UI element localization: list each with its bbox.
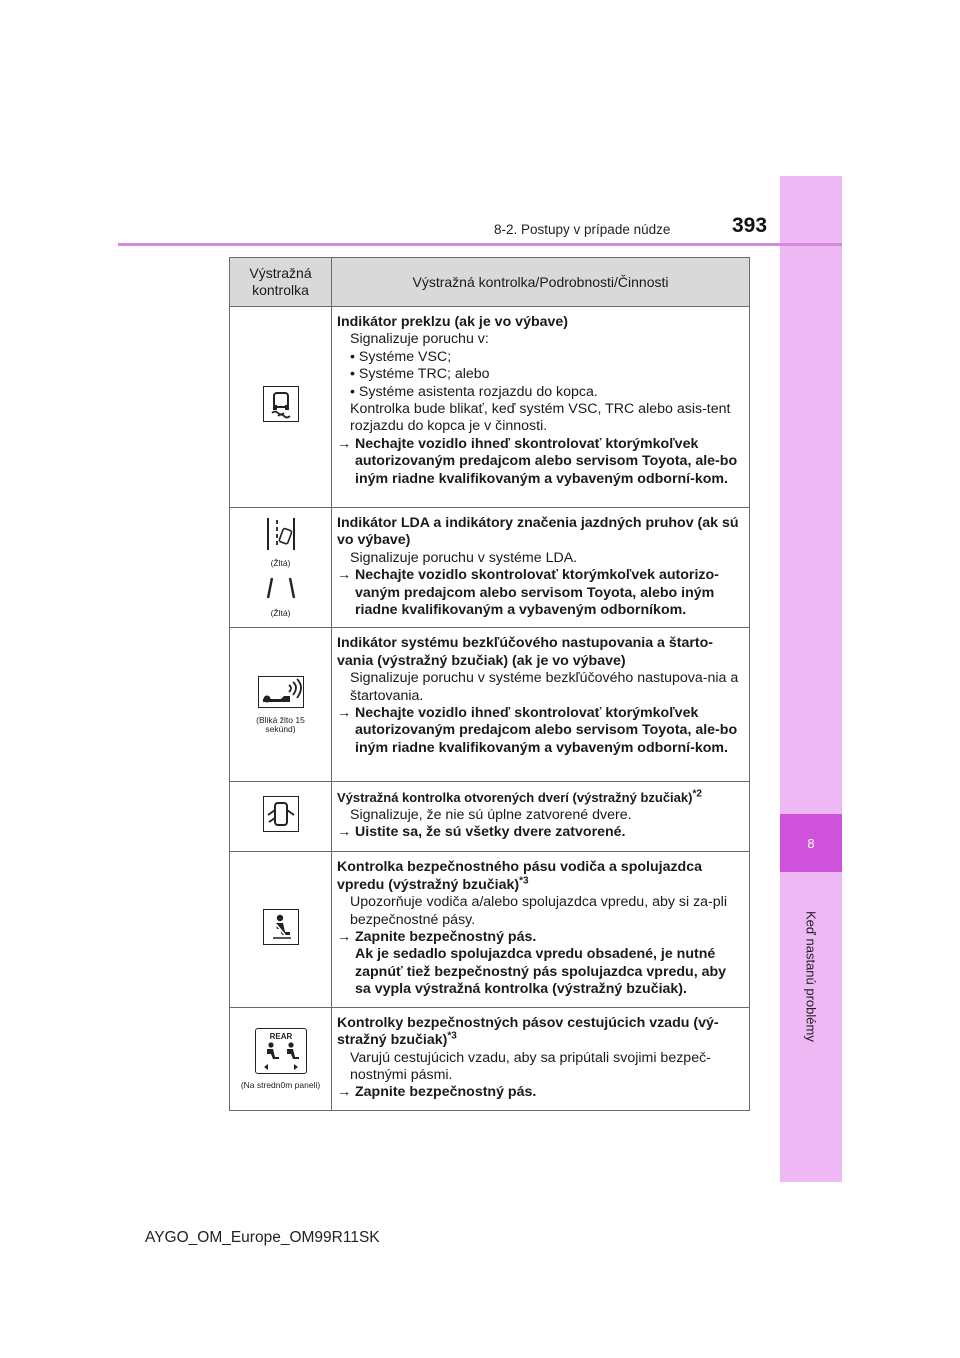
details-cell xyxy=(332,307,750,508)
arrow-icon: → xyxy=(337,929,352,946)
icon-cell xyxy=(230,852,332,1007)
row-action xyxy=(337,1084,745,1101)
bullet-item: • Systéme VSC; xyxy=(350,348,452,365)
action-text: Uistite sa, že sú všetky dvere zatvorené. xyxy=(355,824,626,841)
action-text: Nechajte vozidlo ihneď skontrolovať ktorýmkoľvek autorizovaným predajcom alebo servisom Toyota, ale-bo iným riadne kvalifikovaným a vybaveným odborní-kom. xyxy=(355,705,738,756)
col-warning-light: Výstražná kontrolka xyxy=(230,258,332,307)
table-row xyxy=(230,1007,750,1110)
details-cell xyxy=(332,508,750,628)
document-footer: AYGO_OM_Europe_OM99R11SK xyxy=(145,1229,380,1246)
row-desc: Signalizuje, že nie sú úplne zatvorené dvere. xyxy=(350,806,632,823)
open-door-icon xyxy=(263,796,299,832)
row-action xyxy=(337,705,745,757)
row-desc: Signalizuje poruchu v: xyxy=(350,331,489,348)
bullet-item: • Systéme TRC; alebo xyxy=(350,366,490,383)
details-cell xyxy=(332,852,750,1007)
row-title: Indikátor preklzu (ak je vo výbave) xyxy=(337,314,569,330)
rear-seatbelt-icon xyxy=(255,1028,307,1074)
rear-label: REAR xyxy=(269,1031,292,1041)
table-row xyxy=(230,307,750,508)
action-text: Nechajte vozidlo skontrolovať ktorýmkoľvek autorizo-vaným predajcom alebo servisom Toyota, alebo iným riadne kvalifikovaným a vybaveným odborníkom. xyxy=(355,567,719,619)
icon-caption: (Na stredn0m paneli) xyxy=(240,1079,321,1090)
smart-entry-icon xyxy=(258,676,304,708)
bullet-item: • Systéme asistenta rozjazdu do kopca. xyxy=(350,383,598,400)
row-action xyxy=(337,436,745,488)
row-action xyxy=(337,929,745,946)
footnote-ref: *2 xyxy=(692,789,702,801)
row-title-text: Kontrolka bezpečnostného pásu vodiča a spolujazdca vpredu (výstražný bzučiak) xyxy=(337,859,703,893)
icon-cell xyxy=(230,307,332,508)
details-cell xyxy=(332,782,750,852)
chapter-number: 8 xyxy=(780,814,842,872)
icon-cell xyxy=(230,782,332,852)
details-cell xyxy=(332,628,750,782)
lda-indicator-icon xyxy=(264,517,298,551)
arrow-icon: → xyxy=(337,705,352,722)
col-details: Výstražná kontrolka/Podrobnosti/Činnosti xyxy=(332,258,750,307)
row-note: Kontrolka bude blikať, keď systém VSC, TRC alebo asis-tent rozjazdu do kopca je v činnosti. xyxy=(350,401,731,435)
row-title xyxy=(337,1015,745,1050)
chapter-side-tab xyxy=(780,176,842,1182)
footnote-ref: *3 xyxy=(447,1030,457,1042)
table-row xyxy=(230,628,750,782)
lane-marking-icon xyxy=(264,576,298,602)
action-text: Nechajte vozidlo ihneď skontrolovať ktorýmkoľvek autorizovaným predajcom alebo servisom Toyota, ale-bo iným riadne kvalifikovaným a vybaveným odborní-kom. xyxy=(355,435,738,487)
row-title xyxy=(337,789,745,806)
row-action-extra: Ak je sedadlo spolujazdca vpredu obsadené, je nutné zapnúť tiež bezpečnostný pás spolujazdca vpredu, aby sa vypla výstražná kontrolka (výstražný bzučiak). xyxy=(355,946,727,998)
icon-cell xyxy=(230,508,332,628)
row-title: Indikátor systému bezkľúčového nastupovania a štarto-vania (výstražný bzučiak) (ak je vo výbave) xyxy=(337,635,714,669)
seatbelt-icon xyxy=(263,909,299,945)
row-desc: Signalizuje poruchu v systéme bezkľúčového nastupova-nia a štartovania. xyxy=(350,670,739,704)
action-text: Zapnite bezpečnostný pás. xyxy=(355,929,537,946)
arrow-icon: → xyxy=(337,1084,352,1101)
row-title-text: Výstražná kontrolka otvorených dverí (výstražný bzučiak) xyxy=(337,790,693,806)
row-desc: Signalizuje poruchu v systéme LDA. xyxy=(350,549,578,566)
chapter-title: Keď nastanú problémy xyxy=(803,910,819,1042)
details-cell xyxy=(332,1007,750,1110)
table-row xyxy=(230,508,750,628)
warning-lights-table xyxy=(229,257,750,1111)
row-action xyxy=(337,824,745,841)
icon-caption: (Žltá) xyxy=(270,557,291,568)
arrow-icon: → xyxy=(337,435,352,452)
row-desc: Upozorňuje vodiča a/alebo spolujazdca vpredu, aby si za-pli bezpečnostné pásy. xyxy=(350,894,727,928)
page-number: 393 xyxy=(732,214,768,237)
table-row xyxy=(230,782,750,852)
icon-cell xyxy=(230,628,332,782)
footnote-ref: *3 xyxy=(519,875,529,887)
table-header-row xyxy=(230,258,750,307)
section-title: 8-2. Postupy v prípade núdze xyxy=(494,222,671,237)
row-title: Indikátor LDA a indikátory značenia jazdných pruhov (ak sú vo výbave) xyxy=(337,515,739,549)
row-action xyxy=(337,567,745,619)
icon-caption: (Bliká žlto 15 sekúnd) xyxy=(256,714,305,734)
arrow-icon: → xyxy=(337,567,352,584)
header-rule xyxy=(118,243,842,246)
icon-caption: (Žltá) xyxy=(270,608,291,619)
chapter-title-vertical xyxy=(780,876,842,1076)
arrow-icon: → xyxy=(337,824,352,841)
action-text: Zapnite bezpečnostný pás. xyxy=(355,1084,537,1101)
row-title-text: Kontrolky bezpečnostných pásov cestujúcich vzadu (vý-stražný bzučiak) xyxy=(337,1014,719,1049)
row-title xyxy=(337,859,745,894)
slip-indicator-icon xyxy=(263,386,299,422)
table-row xyxy=(230,852,750,1007)
icon-cell xyxy=(230,1007,332,1110)
row-desc: Varujú cestujúcich vzadu, aby sa pripútali svojimi bezpeč-nostnými pásmi. xyxy=(350,1049,711,1083)
